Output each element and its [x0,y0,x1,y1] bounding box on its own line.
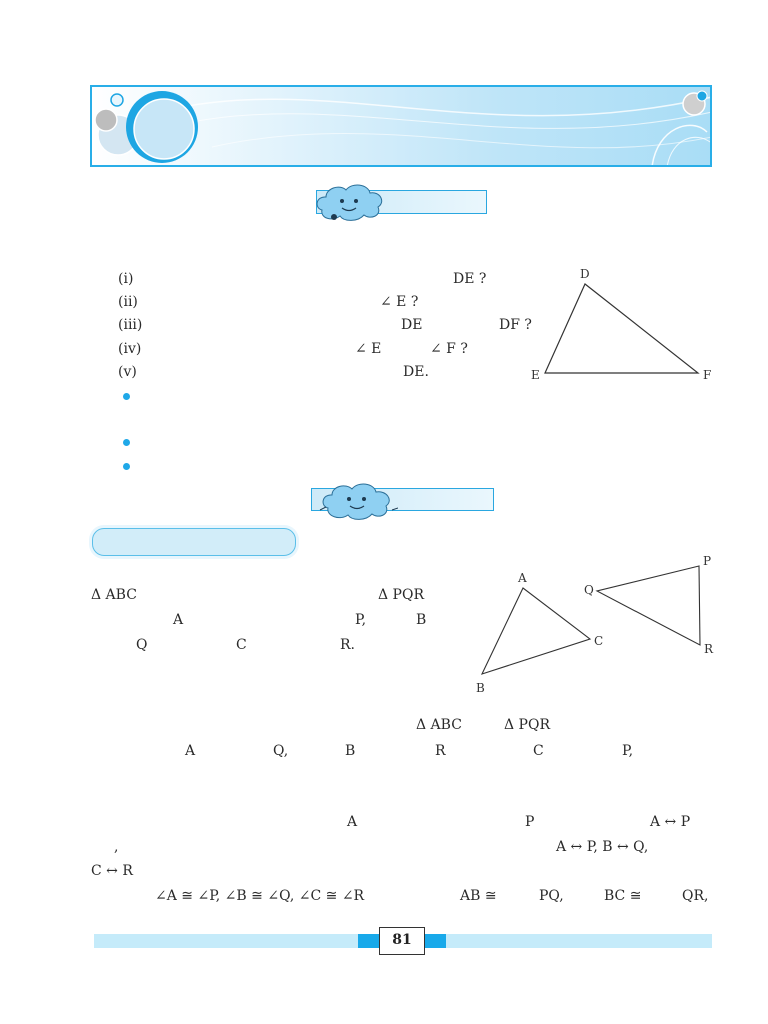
congruence-side: QR, [682,888,709,904]
vertex-label-r: R [704,642,714,656]
correspondence-text: C ↔ R [91,863,133,879]
question-number: (iv) [118,341,142,357]
vertex-label-f: F [703,368,712,382]
vertex-label-c: C [594,634,604,648]
text-fragment: C [533,743,544,759]
text-fragment: B [416,612,427,628]
text-fragment: Δ ABC [91,587,137,603]
vertex-label-q: Q [584,583,594,597]
question-number: (i) [118,271,134,287]
chapter-header-banner [90,85,712,167]
text-fragment: R [435,743,446,759]
text-fragment: P, [355,612,367,628]
bullet-point [123,439,130,446]
vertex-label-d: D [580,267,590,281]
congruence-side: PQ, [539,888,564,904]
text-fragment: Δ PQR [378,587,424,603]
text-fragment: R. [340,637,355,653]
cloud-mascot-icon [318,480,398,522]
question-number: (ii) [118,294,138,310]
congruence-side: AB ≅ [460,888,497,904]
question-number: (iii) [118,317,143,333]
text-fragment: B [345,743,356,759]
text-fragment: A [173,612,184,628]
section-heading-pill [92,528,296,556]
correspondence-text: A ↔ P, B ↔ Q, [556,839,649,855]
bullet-point [123,393,130,400]
vertex-label-p: P [703,554,712,568]
correspondence-text: A ↔ P [650,814,691,830]
cloud-mascot-icon [312,180,388,224]
congruence-side: BC ≅ [604,888,642,904]
text-fragment: A [185,743,196,759]
triangle-def-figure [525,262,725,387]
question-text: DF ? [499,317,532,333]
text-fragment: Δ PQR [504,717,550,733]
text-fragment: , [114,839,119,855]
question-text: ∠ F ? [430,341,468,357]
text-fragment: Δ ABC [416,717,462,733]
text-fragment: A [347,814,358,830]
vertex-label-a: A [518,571,527,585]
text-fragment: C [236,637,247,653]
vertex-label-b: B [476,681,485,695]
question-text: DE ? [453,271,487,287]
banner-decoration-graphic [92,87,712,167]
question-text: ∠ E ? [380,294,419,310]
page-number: 81 [379,927,425,955]
question-text: DE [401,317,423,333]
question-text: DE. [403,364,429,380]
text-fragment: Q, [273,743,289,759]
text-fragment: P [525,814,535,830]
text-fragment: Q [136,637,148,653]
triangles-abc-pqr-figure [470,550,725,700]
vertex-label-e: E [531,368,540,382]
bullet-point [123,463,130,470]
question-text: ∠ E [355,341,382,357]
question-number: (v) [118,364,137,380]
text-fragment: P, [622,743,634,759]
congruence-angles: ∠A ≅ ∠P, ∠B ≅ ∠Q, ∠C ≅ ∠R [155,888,365,904]
